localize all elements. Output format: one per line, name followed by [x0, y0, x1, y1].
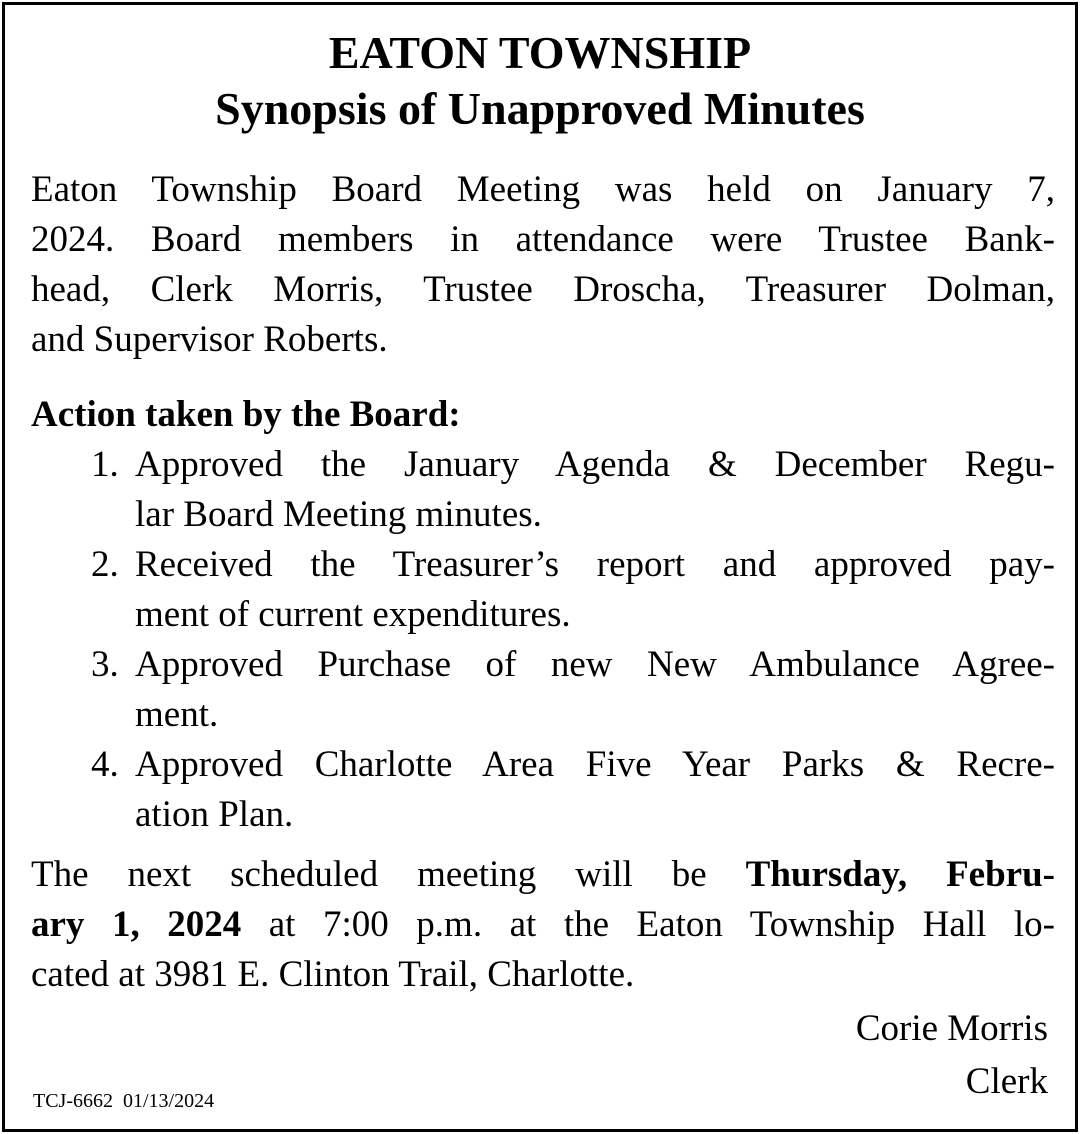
item-number: 3.	[91, 644, 119, 685]
next-meeting-line: cated at 3981 E. Clinton Trail, Charlotte.	[31, 954, 635, 995]
item-line: lar Board Meeting minutes.	[135, 494, 542, 535]
publication-code: TCJ-6662 01/13/2024	[33, 1090, 215, 1112]
next-meeting-paragraph	[31, 850, 1055, 1000]
intro-paragraph	[31, 165, 1055, 365]
notice-subtitle: Synopsis of Unapproved Minutes	[215, 83, 865, 134]
notice-title: EATON TOWNSHIP	[328, 27, 752, 78]
list-item	[91, 640, 1055, 740]
signer-role: Clerk	[965, 1061, 1048, 1102]
intro-line: 2024. Board members in attendance were Trustee Bank-	[31, 219, 1055, 260]
item-line: Approved Purchase of new New Ambulance Agree-	[135, 644, 1055, 685]
item-line: Approved the January Agenda & December Regu-	[135, 444, 1055, 485]
item-line: ation Plan.	[135, 794, 294, 835]
list-item	[91, 540, 1055, 640]
next-meeting-line	[31, 900, 1055, 950]
item-line: Received the Treasurer’s report and approved pay-	[135, 544, 1055, 585]
action-heading: Action taken by the Board:	[31, 394, 461, 435]
intro-line: Eaton Township Board Meeting was held on January 7,	[31, 169, 1055, 210]
next-meeting-line	[31, 850, 1055, 900]
intro-line: head, Clerk Morris, Trustee Droscha, Treasurer Dolman,	[31, 269, 1055, 310]
item-line: ment.	[135, 694, 219, 735]
intro-line: and Supervisor Roberts.	[31, 319, 388, 360]
next-meeting-text: The next scheduled meeting will be	[31, 854, 746, 895]
list-item	[91, 440, 1055, 540]
signature-block	[856, 1002, 1048, 1108]
next-meeting-date: Thursday, Febru-	[745, 854, 1055, 895]
item-number: 1.	[91, 444, 119, 485]
item-line: Approved Charlotte Area Five Year Parks & Recre-	[135, 744, 1055, 785]
next-meeting-text: at 7:00 p.m. at the Eaton Township Hall lo-	[241, 904, 1055, 945]
next-meeting-date: ary 1, 2024	[31, 904, 242, 945]
item-number: 2.	[91, 544, 119, 585]
list-item	[91, 740, 1055, 840]
item-line: ment of current expenditures.	[135, 594, 571, 635]
action-list	[91, 440, 1055, 840]
signer-name: Corie Morris	[855, 1008, 1048, 1049]
public-notice	[2, 2, 1078, 1132]
item-number: 4.	[91, 744, 119, 785]
